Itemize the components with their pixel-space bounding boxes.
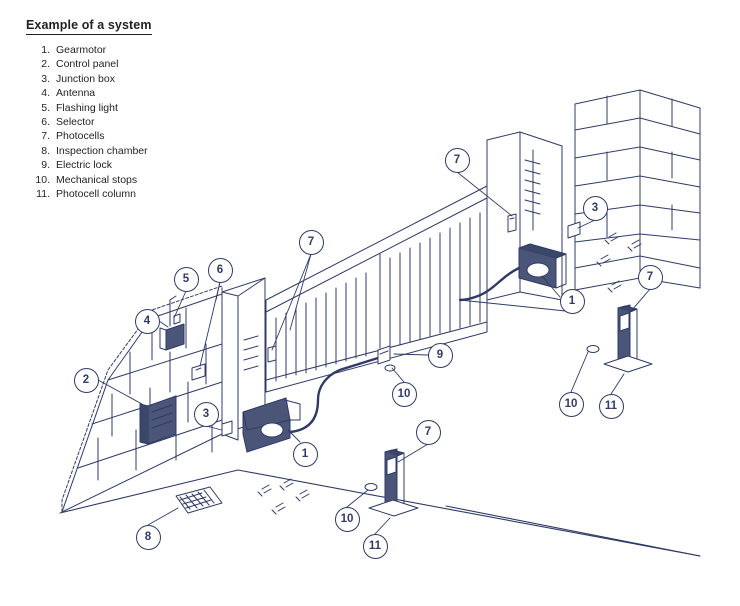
legend-item-label: Junction box [56,72,115,85]
legend-item-number: 8. [41,144,50,157]
callout-1[interactable]: 1 [560,289,585,314]
callout-3[interactable]: 3 [583,196,608,221]
legend-item-number: 5. [41,101,50,114]
legend-item-number: 3. [41,72,50,85]
legend-item-label: Selector [56,116,95,129]
callout-10[interactable]: 10 [335,507,360,532]
callout-7[interactable]: 7 [638,265,663,290]
legend-item-label: Electric lock [56,159,113,172]
legend-title: Example of a system [26,18,152,35]
legend-item-label: Mechanical stops [56,173,138,186]
photocell-column-right [587,305,652,372]
legend-item-label: Inspection chamber [56,144,148,157]
callout-4[interactable]: 4 [135,309,160,334]
junction-box-left [222,421,232,436]
legend-item-number: 10. [35,173,50,186]
callout-3[interactable]: 3 [194,402,219,427]
photocell-on-gate [268,346,276,362]
callout-7[interactable]: 7 [416,420,441,445]
legend-item-label: Control panel [56,58,119,71]
callout-9[interactable]: 9 [428,343,453,368]
inspection-chamber [176,487,222,513]
legend-item-label: Flashing light [56,101,118,114]
wall-right [575,90,700,290]
callout-11[interactable]: 11 [363,534,388,559]
legend-item-number: 1. [41,44,50,56]
callout-7[interactable]: 7 [445,148,470,173]
callout-11[interactable]: 11 [599,394,624,419]
callout-8[interactable]: 8 [136,525,161,550]
gate-leaf [266,186,487,392]
legend-item-number: 4. [41,87,50,100]
legend-item-label: Antenna [56,87,96,100]
legend-item-number: 9. [41,159,50,172]
legend-item-label: Photocell column [56,188,136,201]
legend-item-label: Photocells [56,130,105,143]
legend-item-number: 7. [41,130,50,143]
photocell-on-post-right [508,214,516,232]
legend-item-label: Gearmotor [56,44,107,56]
legend-item-number: 2. [41,58,50,71]
callout-10[interactable]: 10 [559,392,584,417]
legend-item-number: 6. [41,116,50,129]
callout-2[interactable]: 2 [74,368,99,393]
legend-item-number: 11. [36,188,50,201]
callout-10[interactable]: 10 [392,382,417,407]
callout-5[interactable]: 5 [174,267,199,292]
callout-6[interactable]: 6 [208,258,233,283]
callout-1[interactable]: 1 [293,442,318,467]
callout-7[interactable]: 7 [299,230,324,255]
photocell-column-front [365,449,418,516]
